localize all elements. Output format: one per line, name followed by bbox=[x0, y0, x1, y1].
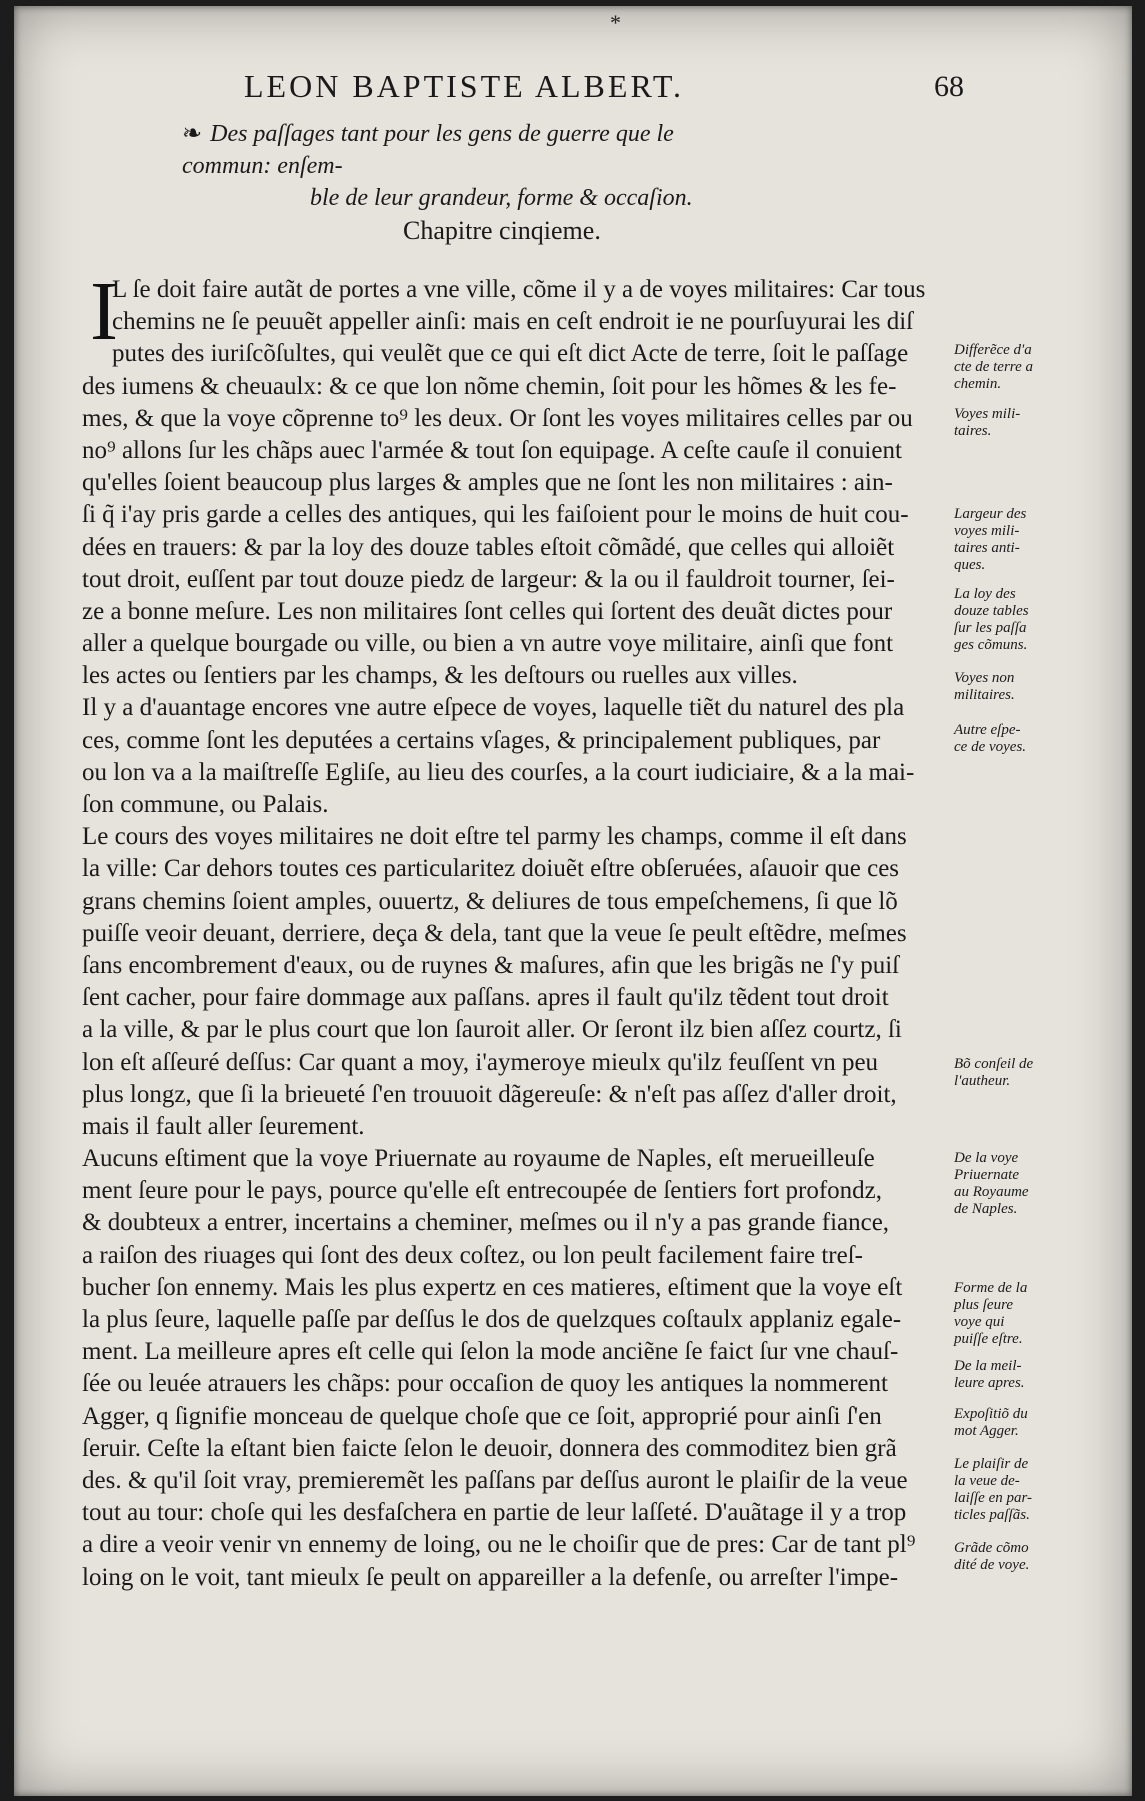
body-line: no⁹ allons ſur les chãps auec l'armée & tout ſon equipage. A ceſte cauſe il conuient bbox=[82, 436, 902, 464]
body-line: Agger, q ſignifie monceau de quelque choſe que ce ſoit, approprié pour ainſi ſ'en bbox=[82, 1402, 882, 1430]
margin-note bbox=[954, 406, 1062, 440]
margin-note-line: Voyes mili- bbox=[954, 406, 1021, 422]
running-head: LEON BAPTISTE ALBERT. bbox=[244, 68, 685, 104]
body-line: Il y a d'auantage encores vne autre eſpece de voyes, laquelle tiẽt du naturel des pla bbox=[82, 694, 905, 722]
margin-note-line: Autre eſpe- bbox=[954, 722, 1021, 738]
margin-note bbox=[954, 506, 1062, 574]
margin-note bbox=[954, 586, 1062, 654]
book-page bbox=[14, 6, 1132, 1796]
body-line: mes, & que la voye cõprenne to⁹ les deux. Or ſont les voyes militaires celles par ou bbox=[82, 404, 913, 432]
margin-note-line: cte de terre a bbox=[954, 359, 1033, 375]
body-line: loing on le voit, tant mieulx ſe peult on appareiller a la defenſe, ou arreſter l'impe- bbox=[82, 1563, 899, 1591]
margin-note-line: laiſſe en par- bbox=[954, 1490, 1033, 1506]
margin-note-line: ſur les paſſa bbox=[954, 620, 1027, 636]
margin-note-line: De la voye bbox=[954, 1150, 1019, 1166]
margin-note bbox=[954, 1358, 1062, 1392]
margin-note bbox=[954, 1540, 1062, 1574]
body-line: plus longz, que ſi la brieueté ſ'en trouuoit dãgereuſe: & n'eſt pas aſſez d'aller droit, bbox=[82, 1080, 897, 1108]
margin-note-line: chemin. bbox=[954, 376, 1002, 392]
body-line: ment ſeure pour le pays, pource qu'elle eſt entrecoupée de ſentiers fort profondz, bbox=[82, 1177, 883, 1205]
margin-note-line: plus ſeure bbox=[954, 1297, 1014, 1313]
margin-note bbox=[954, 1280, 1062, 1348]
body-line: ze a bonne meſure. Les non militaires ſont celles qui ſortent des deuãt dictes pour bbox=[82, 597, 893, 625]
margin-note bbox=[954, 1406, 1062, 1440]
margin-note-line: dité de voye. bbox=[954, 1557, 1030, 1573]
margin-note-line: Le plaiſir de bbox=[954, 1456, 1029, 1472]
body-line: grans chemins ſoient amples, ouuertz, & deliures de tous empeſchemens, ſi que lõ bbox=[82, 887, 898, 915]
margin-note-line: voye qui bbox=[954, 1314, 1005, 1330]
body-line: ou lon va a la maiſtreſſe Egliſe, au lieu des courſes, a la court iudiciaire, & a la mai- bbox=[82, 758, 915, 786]
body-line: Le cours des voyes militaires ne doit eſtre tel parmy les champs, comme il eſt dans bbox=[82, 823, 907, 851]
margin-note-line: leure apres. bbox=[954, 1375, 1025, 1391]
body-line: lon eſt aſſeuré deſſus: Car quant a moy, i'aymeroye mieulx qu'ilz feuſſent vn peu bbox=[82, 1048, 879, 1076]
margin-note-line: militaires. bbox=[954, 687, 1015, 703]
margin-note bbox=[954, 722, 1062, 756]
heading-line-1: Des paſſages tant pour les gens de guerre que le commun: enſem- bbox=[182, 121, 674, 179]
body-line: chemins ne ſe peuuẽt appeller ainſi: mais en ceſt endroit ie ne pourſuyurai les diſ bbox=[112, 308, 914, 336]
chapter-title: Chapitre cinqieme. bbox=[403, 216, 601, 245]
body-line: putes des iuriſcõſultes, qui veulẽt que ce qui eſt dict Acte de terre, ſoit le paſſage bbox=[112, 340, 909, 368]
margin-note-line: douze tables bbox=[954, 603, 1029, 619]
margin-note-line: de Naples. bbox=[954, 1201, 1018, 1217]
section-heading bbox=[182, 118, 762, 214]
body-line: la ville: Car dehors toutes ces particularitez doiuẽt eſtre obſeruées, aſauoir que ces bbox=[82, 855, 900, 883]
margin-note bbox=[954, 342, 1062, 393]
margin-note-line: mot Agger. bbox=[954, 1423, 1019, 1439]
body-line: puiſſe veoir deuant, derriere, deça & dela, tant que la veue ſe peult eſtẽdre, meſmes bbox=[82, 919, 907, 947]
margin-note-line: Bõ conſeil de bbox=[954, 1056, 1034, 1072]
body-line: tout au tour: choſe qui les desfaſchera en partie de leur laſſeté. D'auãtage il y a trop bbox=[82, 1499, 907, 1527]
body-line: bucher ſon ennemy. Mais les plus expertz en ces matieres, eſtiment que la voye eſt bbox=[82, 1273, 903, 1301]
ornament-mark: * bbox=[610, 10, 621, 35]
margin-note bbox=[954, 670, 1062, 704]
body-line: la plus ſeure, laquelle paſſe par deſſus le dos de quelzques coſtaulx applaniz egale- bbox=[82, 1306, 902, 1333]
body-text bbox=[82, 265, 962, 1594]
body-line: les actes ou ſentiers par les champs, & les deſtours ou ruelles aux villes. bbox=[82, 662, 798, 690]
margin-note-line: De la meil- bbox=[954, 1358, 1022, 1374]
body-line: ſon commune, ou Palais. bbox=[82, 791, 329, 818]
body-line: L ſe doit faire autãt de portes a vne ville, cõme il y a de voyes militaires: Car tous bbox=[112, 276, 926, 303]
margin-note-line: ticles paſſãs. bbox=[954, 1507, 1030, 1523]
margin-note-line: La loy des bbox=[954, 586, 1016, 602]
body-line: ces, comme ſont les deputées a certains vſages, & principalement publiques, par bbox=[82, 726, 881, 754]
body-line: ſi q̃ i'ay pris garde a celles des antiques, qui les faiſoient pour le moins de huit cou- bbox=[82, 501, 909, 529]
body-line: des iumens & cheuaulx: & ce que lon nõme chemin, ſoit pour les hõmes & les fe- bbox=[82, 372, 897, 400]
margin-note bbox=[954, 1150, 1062, 1218]
body-line: ment. La meilleure apres eſt celle qui ſelon la mode anciẽne ſe faict ſur vne chauſ- bbox=[82, 1338, 899, 1366]
body-line: a la ville, & par le plus court que lon ſauroit aller. Or ſeront ilz bien aſſez courtz, ſi bbox=[82, 1016, 902, 1044]
drop-cap: I bbox=[90, 265, 118, 358]
body-line: tout droit, euſſent par tout douze piedz de largeur: & la ou il fauldroit tourner, ſei- bbox=[82, 565, 895, 593]
body-line: ſée ou leuée atrauers les chãps: pour occaſion de quoy les antiques la nommerent bbox=[82, 1370, 888, 1398]
body-line: ſeruir. Ceſte la eſtant bien faicte ſelon le deuoir, donnera des commoditez bien grã bbox=[82, 1434, 897, 1462]
margin-note-line: puiſſe eſtre. bbox=[954, 1331, 1023, 1347]
margin-note-line: la veue de- bbox=[954, 1473, 1020, 1489]
page-number: 68 bbox=[934, 70, 964, 103]
margin-note-line: taires. bbox=[954, 423, 992, 439]
margin-note-line: Priuernate bbox=[954, 1167, 1019, 1183]
body-line: qu'elles ſoient beaucoup plus larges & amples que ne ſont les non militaires : ain- bbox=[82, 469, 893, 497]
body-line: mais il fault aller ſeurement. bbox=[82, 1112, 365, 1140]
body-line: a dire a veoir venir vn ennemy de loing, ou ne le choiſir que de pres: Car de tant pl⁹ bbox=[82, 1531, 916, 1559]
margin-note-line: ges cõmuns. bbox=[954, 637, 1028, 653]
body-line: aller a quelque bourgade ou ville, ou bien a vn autre voye militaire, ainſi que font bbox=[82, 630, 894, 658]
body-line: dées en trauers: & par la loy des douze tables eſtoit cõmãdé, que celles qui alloiẽt bbox=[82, 533, 895, 561]
body-line: des. & qu'il ſoit vray, premieremẽt les paſſans par deſſus auront le plaiſir de la veue bbox=[82, 1466, 908, 1494]
margin-note-line: Grãde cõmo bbox=[954, 1540, 1029, 1556]
margin-note-line: Expoſitiõ du bbox=[954, 1406, 1028, 1422]
margin-note-line: ce de voyes. bbox=[954, 739, 1027, 755]
margin-note-line: Voyes non bbox=[954, 670, 1015, 686]
heading-line-2: ble de leur grandeur, forme & occaſion. bbox=[310, 185, 693, 211]
margin-note bbox=[954, 1056, 1062, 1090]
body-line: a raiſon des riuages qui ſont des deux coſtez, ou lon peult facilement faire treſ- bbox=[82, 1241, 863, 1269]
margin-note bbox=[954, 1456, 1062, 1524]
margin-note-line: voyes mili- bbox=[954, 523, 1020, 539]
body-line: ſans encombrement d'eaux, ou de ruynes & maſures, afin que les brigãs ne ſ'y puiſ bbox=[82, 951, 900, 979]
body-line: Aucuns eſtiment que la voye Priuernate au royaume de Naples, eſt merueilleuſe bbox=[82, 1145, 875, 1173]
margin-note-line: Differẽce d'a bbox=[954, 342, 1032, 358]
body-line: ſent cacher, pour faire dommage aux paſſans. apres il fault qu'ilz tẽdent tout droit bbox=[82, 984, 889, 1012]
margin-note-line: Largeur des bbox=[954, 506, 1027, 522]
margin-note-line: Forme de la bbox=[954, 1280, 1028, 1296]
body-line: & doubteux a entrer, incertains a cheminer, meſmes ou il n'y a pas grande fiance, bbox=[82, 1209, 890, 1237]
margin-note-line: l'autheur. bbox=[954, 1073, 1011, 1089]
margin-note-line: ques. bbox=[954, 557, 986, 573]
margin-note-line: au Royaume bbox=[954, 1184, 1029, 1200]
fleuron-icon: ❧ bbox=[182, 121, 203, 147]
margin-note-line: taires anti- bbox=[954, 540, 1020, 556]
